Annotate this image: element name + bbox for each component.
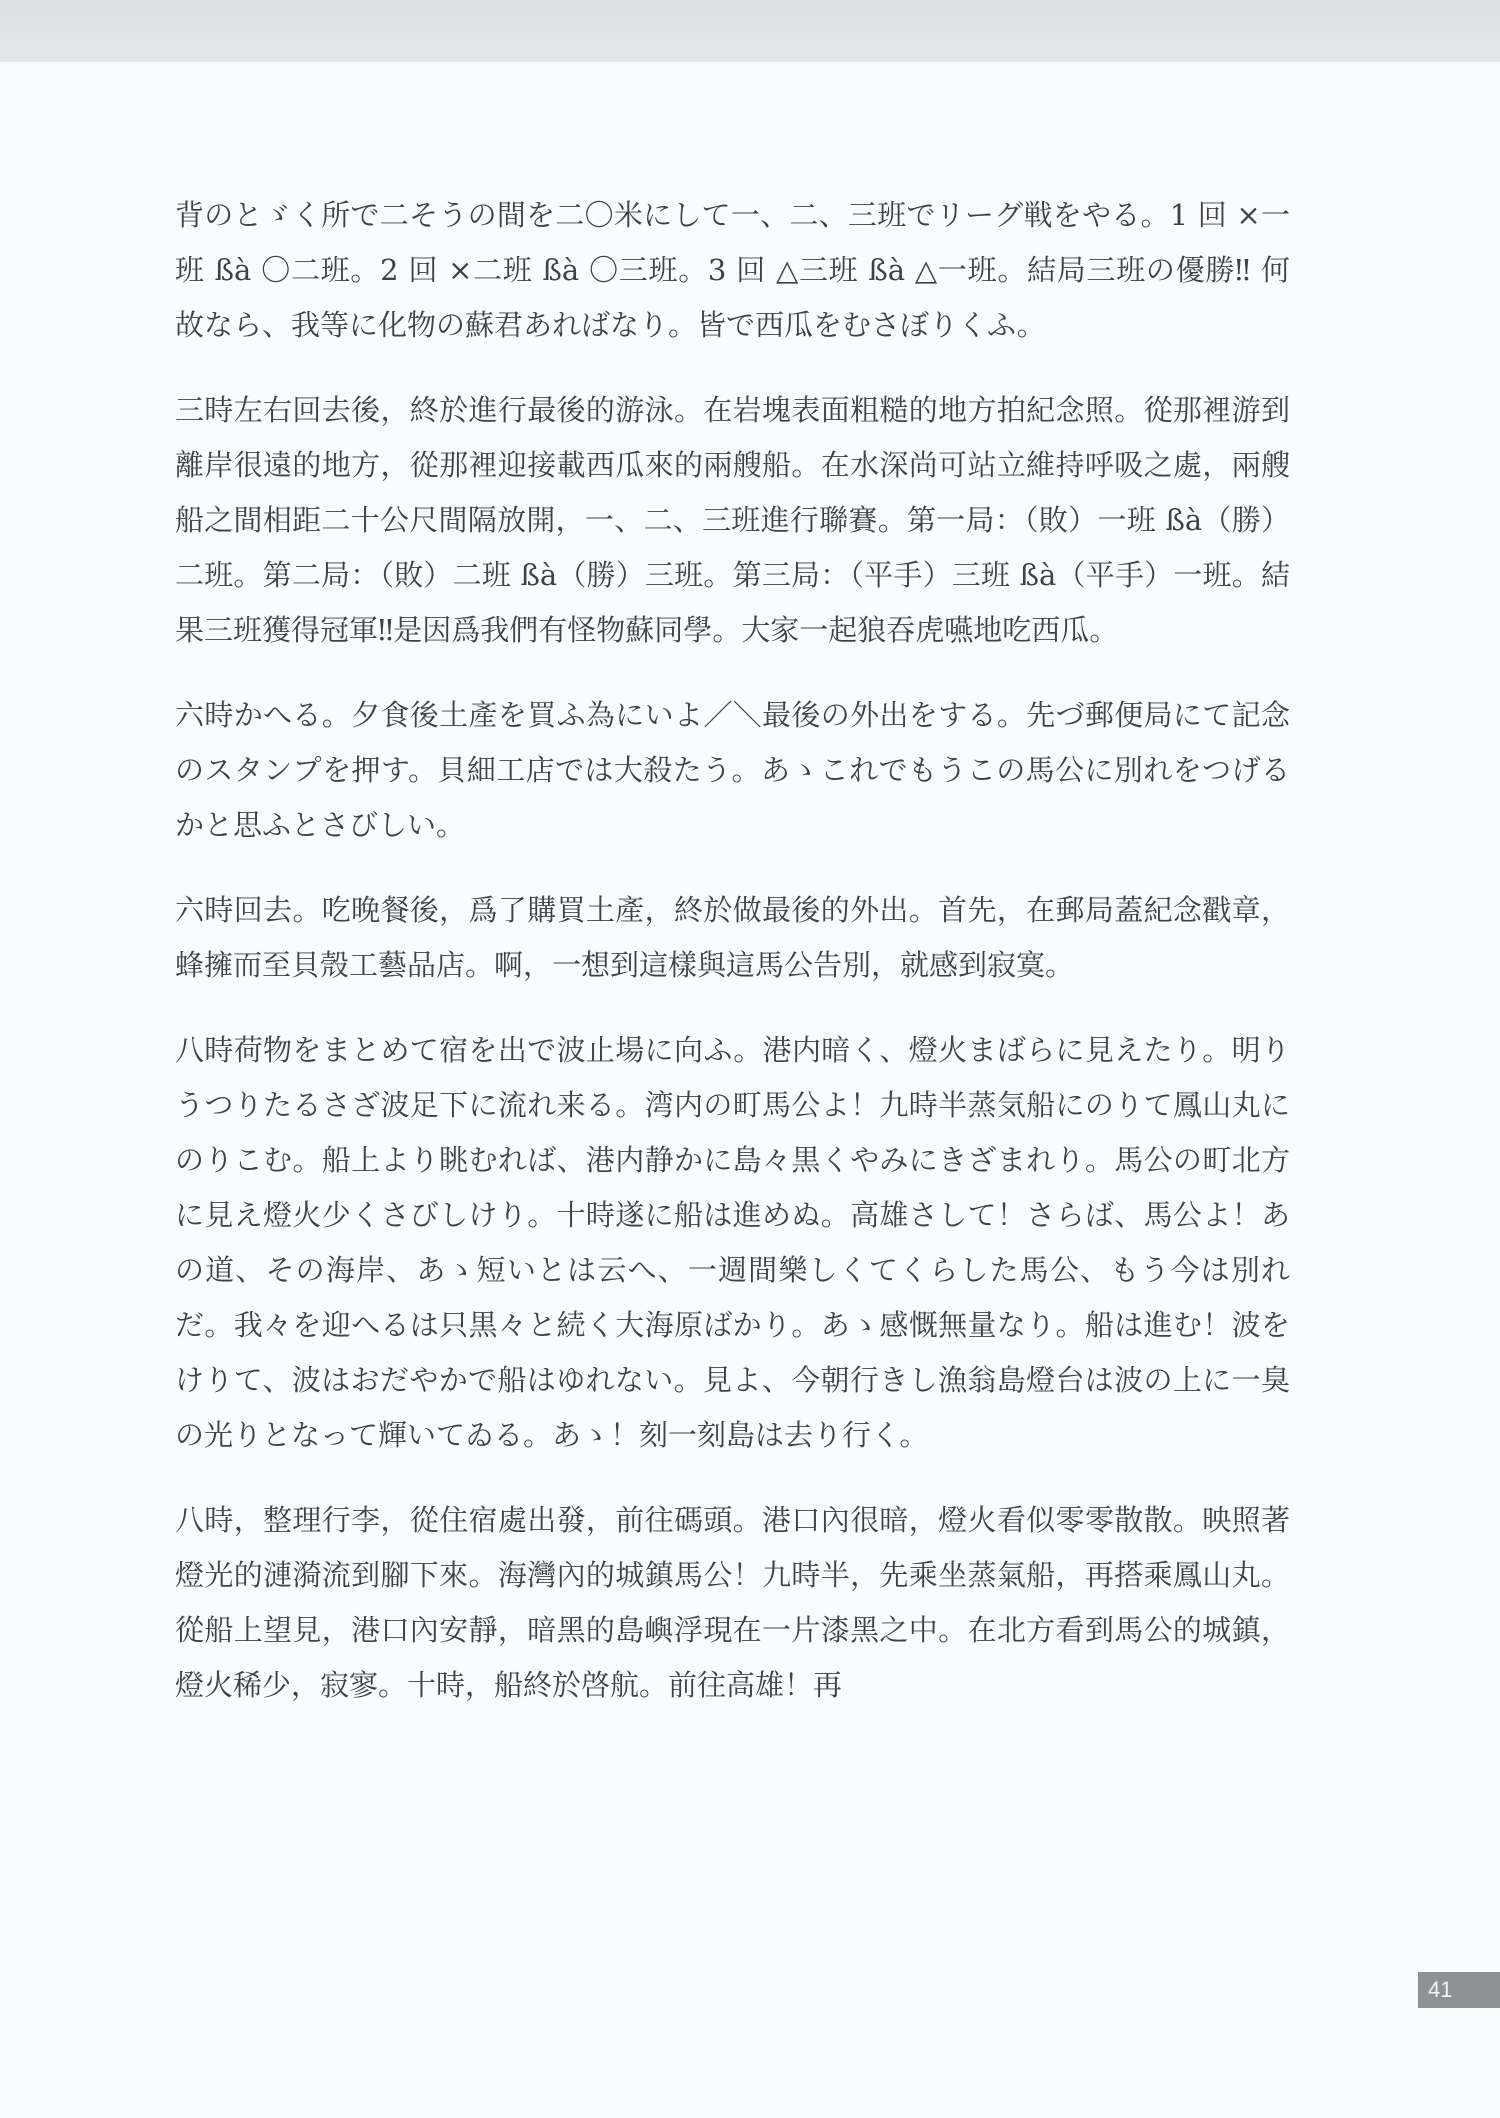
paragraph-japanese-relay: 背のとゞく所で二そうの間を二〇米にして一、二、三班でリーグ戦をやる。1 回 ×一班 ßà 〇二班。2 回 ×二班 ßà 〇三班。3 回 △三班 ßà △一班。結局三班の優勝‼ 何故なら、我等に化物の蘇君あればなり。皆で西瓜をむさぼりくふ。 xyxy=(175,198,1290,342)
body-text xyxy=(175,188,1290,1743)
paragraph-chinese-relay: 三時左右回去後，終於進行最後的游泳。在岩塊表面粗糙的地方拍紀念照。從那裡游到離岸很遠的地方，從那裡迎接載西瓜來的兩艘船。在水深尚可站立維持呼吸之處，兩艘船之間相距二十公尺間隔放開，一、二、三班進行聯賽。第一局：（敗）一班 ßà（勝）二班。第二局：（敗）二班 ßà（勝）三班。第三局：（平手）三班 ßà（平手）一班。結果三班獲得冠軍‼是因爲我們有怪物蘇同學。大家一起狼吞虎嚥地吃西瓜。 xyxy=(175,393,1290,647)
page-number: 41 xyxy=(1418,1972,1500,2008)
paragraph-japanese-souvenir: 六時かへる。夕食後土產を買ふ為にいよ／＼最後の外出をする。先づ郵便局にて記念のスタンプを押す。貝細工店では大殺たう。あゝこれでもうこの馬公に別れをつげるかと思ふとさびしい。 xyxy=(175,698,1290,842)
paragraph-chinese-souvenir: 六時回去。吃晚餐後，爲了購買土產，終於做最後的外出。首先，在郵局蓋紀念戳章，蜂擁而至貝殼工藝品店。啊，一想到這樣與這馬公告別，就感到寂寞。 xyxy=(175,893,1290,982)
paragraph-japanese-departure: 八時荷物をまとめて宿を出で波止場に向ふ。港内暗く、燈火まばらに見えたり。明りうつりたるさざ波足下に流れ来る。湾内の町馬公よ！九時半蒸気船にのりて鳳山丸にのりこむ。船上より眺むれば、港内静かに島々黒くやみにきざまれり。馬公の町北方に見え燈火少くさびしけり。十時遂に船は進めぬ。高雄さして！さらば、馬公よ！あの道、その海岸、あゝ短いとは云へ、一週間樂しくてくらした馬公、もう今は別れだ。我々を迎へるは只黒々と続く大海原ばかり。あゝ感慨無量なり。船は進む！波をけりて、波はおだやかで船はゆれない。見よ、今朝行きし漁翁島燈台は波の上に一臭の光りとなって輝いてゐる。あゝ！刻一刻島は去り行く。 xyxy=(175,1033,1290,1452)
paragraph-chinese-departure: 八時，整理行李，從住宿處出發，前往碼頭。港口內很暗，燈火看似零零散散。映照著燈光的漣漪流到腳下來。海灣內的城鎮馬公！九時半，先乘坐蒸氣船，再搭乘鳳山丸。從船上望見，港口內安靜，暗黑的島嶼浮現在一片漆黑之中。在北方看到馬公的城鎮，燈火稀少，寂寥。十時，船終於啓航。前往高雄！再 xyxy=(175,1503,1290,1702)
scan-top-band xyxy=(0,0,1500,62)
